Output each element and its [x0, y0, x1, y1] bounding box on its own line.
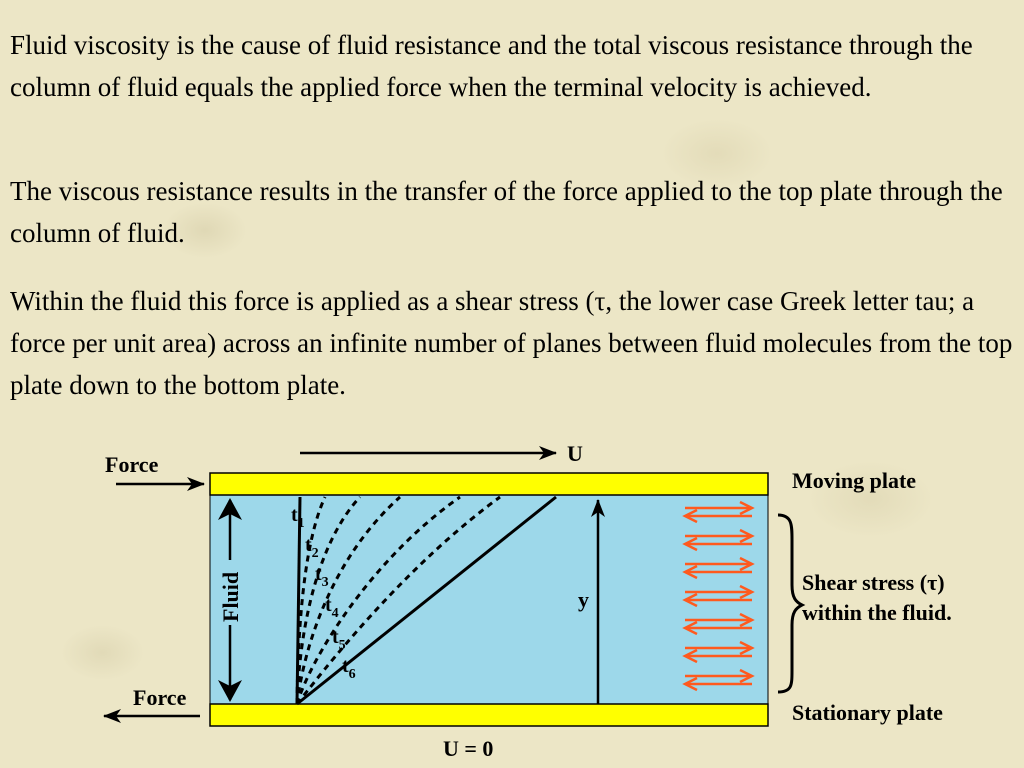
time-label-t6: $t_6$ [342, 655, 356, 682]
paragraph-resistance: The viscous resistance results in the transfer of the force applied to the top plate through the column of fluid. [10, 176, 1003, 248]
time-label-t5: $t_5$ [332, 626, 346, 653]
paragraph-shear-stress: Within the fluid this force is applied as a shear stress (τ, the lower case Greek letter tau; a force per unit area) across an infinite number of planes between fluid molecules from the top plate down to the bottom plate. [10, 286, 1013, 400]
fluid-label: Fluid [218, 571, 243, 622]
moving-plate-label: Moving plate [792, 468, 917, 493]
time-label-t4: $t_4$ [325, 594, 339, 621]
stationary-plate-label: Stationary plate [792, 700, 943, 725]
shear-stress-label: Shear stress (τ) [802, 570, 945, 595]
force-label-bottom: Force [133, 685, 187, 710]
shear-brace [778, 515, 802, 692]
force-label-top: Force [105, 452, 159, 477]
time-label-t2: $t_2$ [305, 534, 319, 561]
paragraph-viscosity: Fluid viscosity is the cause of fluid resistance and the total viscous resistance through the column of fluid equals the applied force when the terminal velocity is achieved. [10, 30, 973, 102]
time-label-t1: $t_1$ [291, 504, 305, 531]
stationary-plate [210, 704, 768, 726]
time-label-t3: $t_3$ [315, 563, 329, 590]
velocity-label: U [567, 441, 583, 466]
y-label: y [578, 587, 589, 612]
moving-plate [210, 473, 768, 495]
shear-stress-label-2: within the fluid. [802, 600, 952, 625]
zero-velocity-label: U = 0 [443, 736, 494, 761]
